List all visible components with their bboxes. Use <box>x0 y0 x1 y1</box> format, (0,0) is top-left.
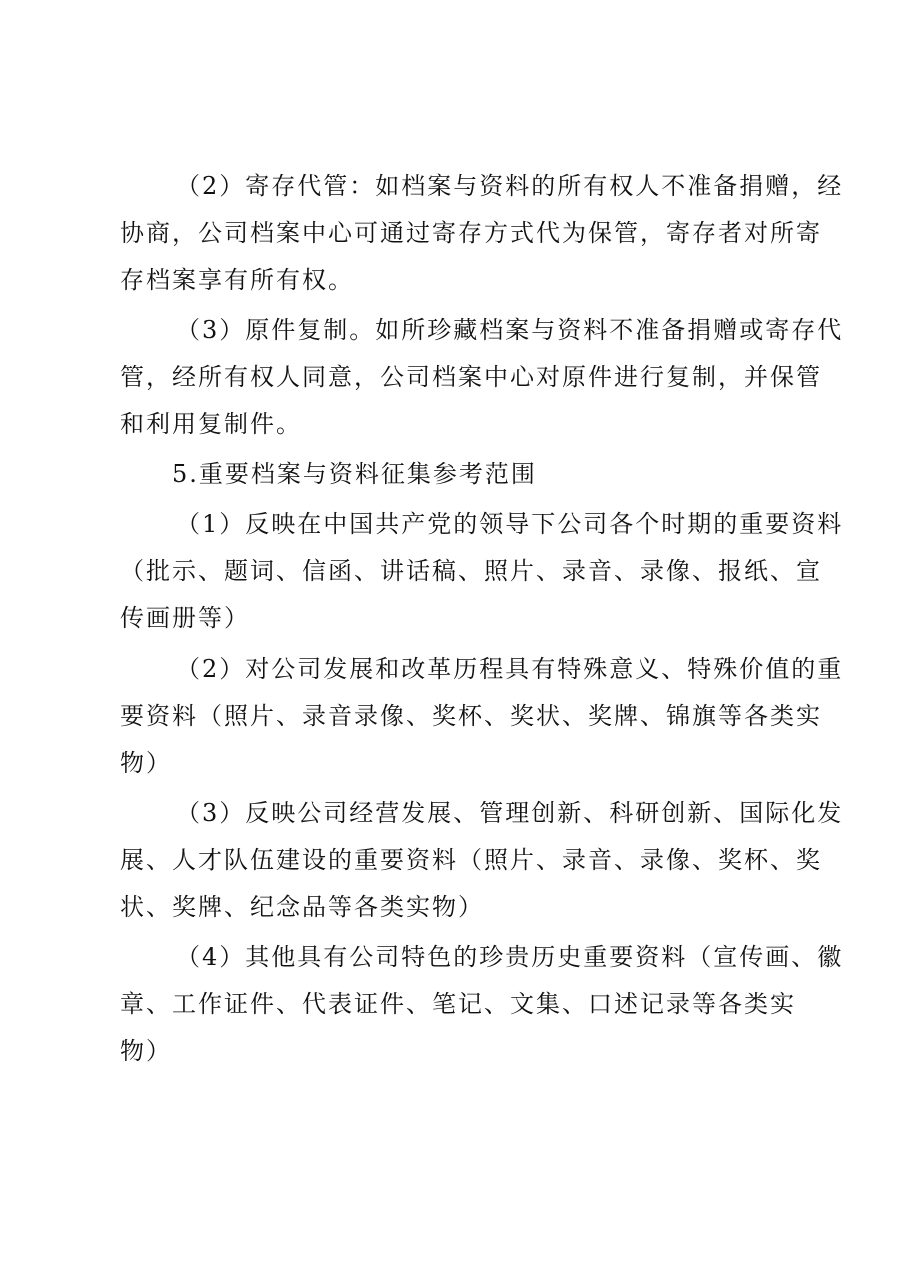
para-2-line-2: 协商，公司档案中心可通过寄存方式代为保管，寄存者对所寄 <box>120 219 822 247</box>
item-1-line-2: （批示、题词、信函、讲话稿、照片、录音、录像、报纸、宣 <box>120 557 822 585</box>
item-4-line-2: 章、工作证件、代表证件、笔记、文集、口述记录等各类实 <box>120 990 796 1018</box>
item-2-line-3: 物） <box>120 749 172 777</box>
para-2-line-3: 存档案享有所有权。 <box>120 266 354 294</box>
para-3-line-1: （3）原件复制。如所珍藏档案与资料不准备捐赠或寄存代 <box>176 316 844 344</box>
para-2-line-1: （2）寄存代管：如档案与资料的所有权人不准备捐赠，经 <box>176 172 844 200</box>
item-4-line-3: 物） <box>120 1037 172 1065</box>
item-3-line-2: 展、人才队伍建设的重要资料（照片、录音、录像、奖杯、奖 <box>120 846 822 874</box>
para-3-line-2: 管，经所有权人同意，公司档案中心对原件进行复制，并保管 <box>120 363 822 391</box>
item-4-line-1: （4）其他具有公司特色的珍贵历史重要资料（宣传画、徽 <box>176 943 844 971</box>
item-1-line-3: 传画册等） <box>120 604 250 632</box>
item-2-line-1: （2）对公司发展和改革历程具有特殊意义、特殊价值的重 <box>176 655 844 683</box>
item-1-line-1: （1）反映在中国共产党的领导下公司各个时期的重要资料 <box>176 510 844 538</box>
para-3-line-3: 和利用复制件。 <box>120 410 302 438</box>
section-heading: 5.重要档案与资料征集参考范围 <box>172 460 537 488</box>
item-3-line-3: 状、奖牌、纪念品等各类实物） <box>120 893 484 921</box>
item-2-line-2: 要资料（照片、录音录像、奖杯、奖状、奖牌、锦旗等各类实 <box>120 702 822 730</box>
item-3-line-1: （3）反映公司经营发展、管理创新、科研创新、国际化发 <box>176 799 844 827</box>
